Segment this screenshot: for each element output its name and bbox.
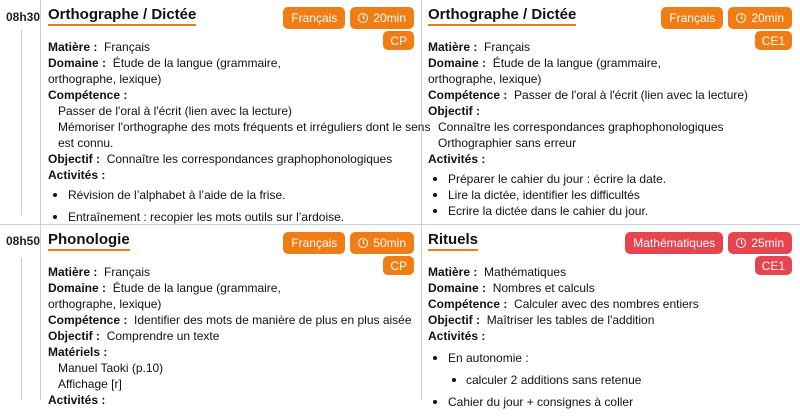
competence-value: Passer de l'oral à l'écrit (lien avec la lecture) xyxy=(58,104,293,118)
matiere-value: Mathématiques xyxy=(484,265,567,279)
matiere-value: Français xyxy=(484,40,531,54)
lesson-card[interactable] xyxy=(428,231,792,409)
competence-value: est connu. xyxy=(58,136,114,150)
lesson-details: Matière : Mathématiques Domaine : Nombres et calculs Compétence : Calculer avec des nombres entiers Objectif : Maîtriser les tables de l'addition Activités : En autonomie : calculer 2 additions sans retenue Cahier du jour + consignes à coller xyxy=(428,265,699,409)
lesson-details: Matière : Français Domaine : Étude de la langue (grammaire, orthographe, lexique) Compétence : Passer de l'oral à l'écrit (lien avec la lecture) Mémoriser l'orthographe des mots fréquents et irréguliers dont le sens est connu. Objectif : Connaître les correspondances graphophonologiques Activités : Révision de l’alphabet à l’aide de la frise. Entraînement : recopier les mots outils sur l’ardoise. xyxy=(48,40,431,224)
matiere-value: Français xyxy=(104,265,151,279)
activities-list xyxy=(428,350,699,410)
lesson-title[interactable]: Orthographe / Dictée xyxy=(48,7,196,26)
level-badge: CP xyxy=(383,256,414,275)
list-item: Révision de l’alphabet à l’aide de la frise. xyxy=(48,187,430,203)
competence-value: Calculer avec des nombres entiers xyxy=(514,297,699,311)
level-badge: CE1 xyxy=(755,256,792,275)
lesson-details: Matière : Français Domaine : Étude de la langue (grammaire, orthographe, lexique) Compétence : Identifier des mots de manière de plus en plus aisée Objectif : Comprendre un texte Matériels : Manuel Taoki (p.10) Affichage [r] Activités : xyxy=(48,265,412,407)
objectif-value: Comprendre un texte xyxy=(106,329,220,343)
lesson-title[interactable]: Phonologie xyxy=(48,232,130,251)
slot-time: 08h50 xyxy=(6,234,41,248)
domaine-value-cont: orthographe, lexique) xyxy=(48,72,162,86)
matiere-value: Français xyxy=(104,40,151,54)
timeline-line xyxy=(21,258,22,400)
level-badge: CE1 xyxy=(755,31,792,50)
materiel-item: Affichage [r] xyxy=(58,377,122,391)
clock-icon xyxy=(736,238,746,248)
materiel-item: Manuel Taoki (p.10) xyxy=(58,361,164,375)
slot-time: 08h30 xyxy=(6,10,41,24)
lesson-card[interactable] xyxy=(428,7,792,221)
subject-badge: Mathématiques xyxy=(625,232,723,254)
duration-badge: 50min xyxy=(350,232,414,254)
subject-badge: Français xyxy=(283,232,345,254)
objectif-value: Maîtriser les tables de l'addition xyxy=(486,313,655,327)
list-item: En autonomie : xyxy=(428,350,699,366)
lesson-title[interactable]: Rituels xyxy=(428,232,478,251)
level-badge: CP xyxy=(383,31,414,50)
timeline-line xyxy=(21,30,22,215)
list-item: Préparer le cahier du jour : écrire la date. xyxy=(428,171,748,187)
duration-badge: 20min xyxy=(728,7,792,29)
domaine-value: Nombres et calculs xyxy=(492,281,595,295)
list-item: Ecrire la dictée dans le cahier du jour. xyxy=(428,203,748,219)
lesson-title[interactable]: Orthographe / Dictée xyxy=(428,7,576,26)
list-item: calculer 2 additions sans retenue xyxy=(428,372,699,388)
activities-list xyxy=(428,171,748,219)
clock-icon xyxy=(358,238,368,248)
list-item: Lire la dictée, identifier les difficultés xyxy=(428,187,748,203)
objectif-value: Connaître les correspondances graphophonologiques xyxy=(438,120,724,134)
competence-value: Identifier des mots de manière de plus en plus aisée xyxy=(134,313,412,327)
duration-badge: 25min xyxy=(728,232,792,254)
activities-list xyxy=(48,187,430,225)
subject-badge: Français xyxy=(283,7,345,29)
duration-badge: 20min xyxy=(350,7,414,29)
domaine-value: Étude de la langue (grammaire, xyxy=(112,56,281,70)
lesson-card[interactable] xyxy=(48,231,414,407)
clock-icon xyxy=(358,13,368,23)
domaine-value: Étude de la langue (grammaire, xyxy=(112,281,281,295)
list-item: Cahier du jour + consignes à coller xyxy=(428,394,699,410)
lesson-card[interactable] xyxy=(48,6,431,224)
time-column-divider xyxy=(40,0,41,400)
objectif-value: Orthographier sans erreur xyxy=(438,136,577,150)
lesson-details: Matière : Français Domaine : Étude de la langue (grammaire, orthographe, lexique) Compétence : Passer de l'oral à l'écrit (lien avec la lecture) Objectif : Connaître les correspondances graphophonologiques Orthographier sans erreur Activités : Préparer le cahier du jour : écrire la date. Lire la dictée, identifier les difficultés Ecrire la dictée dans le cahier du jour. xyxy=(428,40,749,218)
objectif-value: Connaître les correspondances graphophonologiques xyxy=(106,152,393,166)
competence-value: Passer de l'oral à l'écrit (lien avec la lecture) xyxy=(514,88,749,102)
competence-value: Mémoriser l'orthographe des mots fréquents et irréguliers dont le sens xyxy=(58,120,431,134)
subject-badge: Français xyxy=(661,7,723,29)
domaine-value-cont: orthographe, lexique) xyxy=(428,72,542,86)
list-item: Entraînement : recopier les mots outils sur l’ardoise. xyxy=(48,209,430,225)
domaine-value-cont: orthographe, lexique) xyxy=(48,297,162,311)
domaine-value: Étude de la langue (grammaire, xyxy=(492,56,661,70)
clock-icon xyxy=(736,13,746,23)
